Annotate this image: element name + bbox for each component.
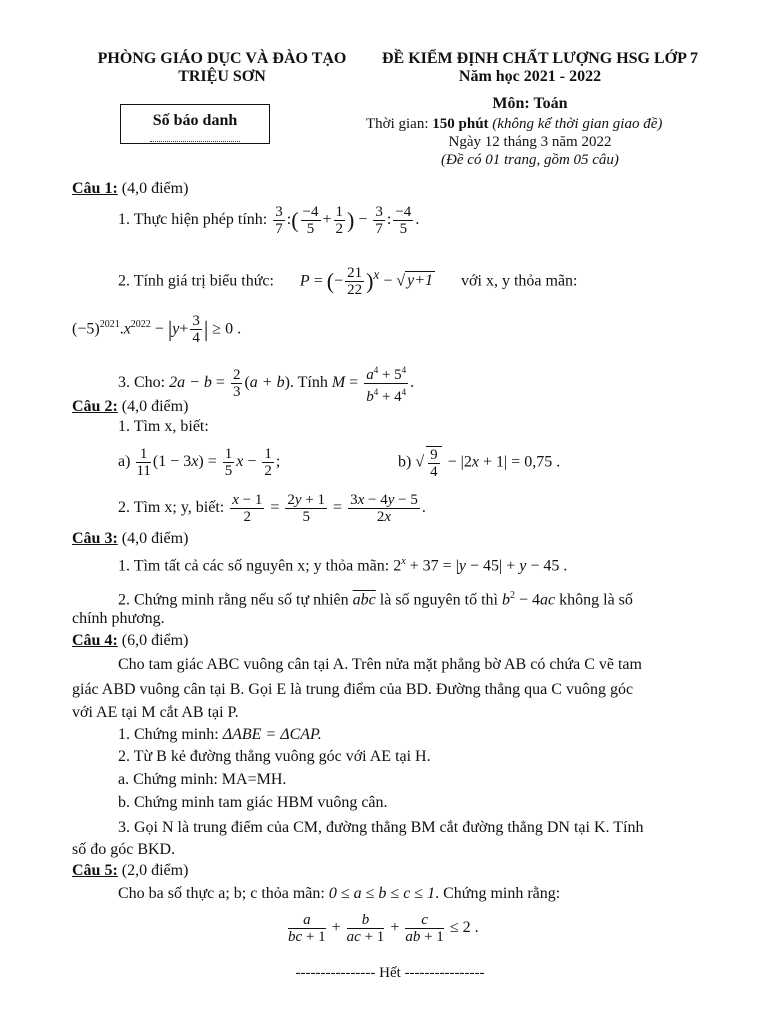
exam-time: Thời gian: 150 phút (không kể thời gian giao đề) (366, 116, 663, 132)
subject: Môn: Toán (492, 95, 568, 112)
q1-part2: 2. Tính giá trị biểu thức: P = (− $\frac{21}{22}$ )$^x$ − √ y+1 với x, y thỏa mãn: (118, 265, 578, 299)
q4-intro-line2: giác ABD vuông cân tại B. Gọi E là trung điểm của BD. Đường thẳng qua C vuông góc (72, 681, 634, 698)
end-marker: ---------------- Hết ---------------- (295, 965, 485, 981)
exam-title: ĐỀ KIỂM ĐỊNH CHẤT LƯỢNG HSG LỚP 7 (381, 50, 699, 67)
q3-heading: Câu 3: (4,0 điểm) (72, 530, 189, 547)
candidate-number-label: Số báo danh (152, 112, 238, 129)
q2-part1a: a) $\frac{1}{11}$ (1 − 3x) = $\frac{1}{5}$ x − $\frac{1}{2}$ ; (118, 446, 281, 479)
q1-heading: Câu 1: (4,0 điểm) (72, 180, 189, 197)
q3-part2: 2. Chứng minh rằng nếu số tự nhiên $\overline{abc}$ là số nguyên tố thì $b^2 - 4ac$ không là số (118, 590, 633, 609)
q4-part3-cont: số đo góc BKD. (72, 841, 176, 858)
q2-part1: 1. Tìm x, biết: (118, 418, 209, 435)
department-name: PHÒNG GIÁO DỤC VÀ ĐÀO TẠO (97, 50, 347, 67)
q4-part1: 1. Chứng minh: ΔABE = ΔCAP. (118, 726, 322, 743)
q4-intro-line3: với AE tại M cắt AB tại P. (72, 704, 239, 721)
q5-inequality: $\frac{a}{bc + 1}$ + $\frac{b}{ac + 1}$ + $\frac{c}{ab + 1}$ ≤ 2 . (288, 912, 479, 945)
q4-heading: Câu 4: (6,0 điểm) (72, 632, 189, 649)
q4-part2b: b. Chứng minh tam giác HBM vuông cân. (118, 794, 388, 811)
q2-heading: Câu 2: (4,0 điểm) (72, 398, 189, 415)
q5-intro: Cho ba số thực a; b; c thỏa mãn: 0 ≤ a ≤ b ≤ c ≤ 1. Chứng minh rằng: (118, 885, 561, 902)
q2-part2: 2. Tìm x; y, biết: $\frac{x - 1}{2}$ = $\frac{2y + 1}{5}$ = $\frac{3x - 4y - 5}{2x}$ . (118, 492, 426, 525)
q4-part3: 3. Gọi N là trung điểm của CM, đường thẳng BM cắt đường thẳng DN tại K. Tính (118, 819, 644, 836)
q1-part2-condition: $(-5)^{2021}.x^{2022} - |y+$ $\frac{3}{4}$ | ≥ 0 . (72, 313, 242, 347)
district-name: TRIỆU SƠN (178, 68, 266, 85)
q3-part2-cont: chính phương. (72, 610, 165, 627)
q1-part1: 1. Thực hiện phép tính: $\frac{3}{7}$ :( $\frac{-4}{5}$ + $\frac{1}{2}$ ) − $\frac{3}{7}$ : $\frac{-4}{5}$ . (118, 204, 420, 237)
q4-part2: 2. Từ B kẻ đường thẳng vuông góc với AE tại H. (118, 748, 431, 765)
page-note: (Đề có 01 trang, gồm 05 câu) (441, 152, 619, 168)
q4-part2a: a. Chứng minh: MA=MH. (118, 771, 287, 788)
q4-intro-line1: Cho tam giác ABC vuông cân tại A. Trên nửa mặt phẳng bờ AB có chứa C vẽ tam (118, 656, 642, 673)
school-year: Năm học 2021 - 2022 (458, 68, 602, 85)
candidate-number-dots (150, 141, 240, 142)
q3-part1: 1. Tìm tất cả các số nguyên x; y thỏa mãn: $2^x + 37 = |y - 45| + y - 45$ . (118, 556, 568, 575)
q1-part3: 3. Cho: 2a − b = $\frac{2}{3}$ (a + b). Tính M = $\frac{a^4 + 5^4}{b^4 + 4^4}$ . (118, 362, 414, 405)
exam-date: Ngày 12 tháng 3 năm 2022 (448, 134, 612, 150)
q2-part1b: b) √ $\frac{9}{4}$ − |2x + 1| = 0,75 . (398, 447, 561, 480)
q5-heading: Câu 5: (2,0 điểm) (72, 862, 189, 879)
